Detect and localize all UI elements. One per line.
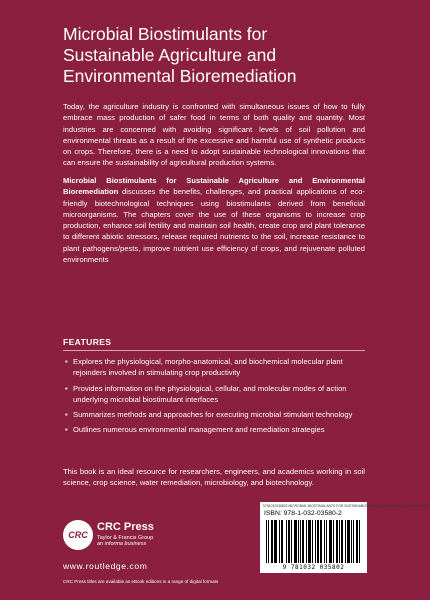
intro-paragraph: Today, the agriculture industry is confronted with simultaneous issues of how to fully embrace mass production of safer food in terms of both quality and quantity. Most industries are concerned with avoiding significant levels of soil pollution and environmental threats as a result of the excessive and harmful use of synthetic products on crops. Therefore, there is a need to adopt sustainable technological innovations that can ensure the sustainability of agricultural production systems. xyxy=(63,102,365,168)
feature-item xyxy=(63,356,365,383)
title-line-2: Sustainable Agriculture and xyxy=(63,45,277,65)
isbn-number: ISBN: 978-1-032-03580-2 xyxy=(264,510,342,517)
bullet-icon: • xyxy=(65,410,68,420)
bullet-icon: • xyxy=(65,383,68,393)
bullet-icon: • xyxy=(65,425,68,435)
crc-logo-icon: CRC xyxy=(63,520,93,550)
closing-paragraph: This book is an ideal resource for researchers, engineers, and academics working in soil science, crop science, water remediation, microbiology, and biotechnology. xyxy=(63,467,365,488)
feature-text: Summarizes methods and approaches for executing microbial stimulant technology xyxy=(73,410,353,420)
barcode-caption: 9781032035802 MICROBIAL BIOSTIMULANTS FOR SUSTAINABLE AGRI ENVIRONMENTAL REMEDIATION xyxy=(263,504,430,508)
bullet-icon: • xyxy=(65,357,68,366)
title-line-1: Microbial Biostimulants for xyxy=(63,24,268,44)
feature-item xyxy=(63,383,365,410)
feature-text: Outlines numerous environmental management and remediation strategies xyxy=(73,425,325,435)
feature-item xyxy=(63,409,365,424)
features-list xyxy=(63,356,365,440)
description-book-title: Microbial Biostimulants for Sustainable Agriculture and Environmental Bioremediation xyxy=(63,176,365,197)
publisher-tagline: an informa business xyxy=(97,541,147,547)
description-paragraph xyxy=(63,175,365,265)
publisher-logo xyxy=(63,520,203,556)
features-divider xyxy=(63,350,365,351)
description-text: discusses the benefits, challenges, and practical applications of eco-friendly biotechnological techniques using biostimulants derived from beneficial microorganisms. The chapters cover the use of these organisms to increase crop production, enhance soil fertility and maintain soil health, create crop and plant tolerance to different abiotic stressors, release required nutrients to the soil, increase resistance to plant pathogens/pests, improve nutrient use efficiency of crops, and rejuvenate polluted environments xyxy=(63,187,365,265)
barcode-icon xyxy=(266,520,361,563)
feature-item xyxy=(63,424,365,439)
book-title xyxy=(63,24,383,87)
title-line-3: Environmental Bioremediation xyxy=(63,66,297,86)
features-heading: FEATURES xyxy=(63,337,112,347)
barcode-digits: 9 781032 035802 xyxy=(282,564,345,571)
publisher-website[interactable]: www.routledge.com xyxy=(63,561,148,571)
ebook-footnote: CRC Press titles are available as eBook editions in a range of digital formats xyxy=(63,579,219,584)
publisher-group: Taylor & Francis Group xyxy=(97,535,154,541)
feature-text: Explores the physiological, morpho-anatomical, and biochemical molecular plant rejoinders involved in stimulating crop productivity xyxy=(73,357,343,378)
feature-text: Provides information on the physiological, cellular, and molecular modes of action underlying microbial biostimulant interfaces xyxy=(73,383,347,404)
barcode-panel xyxy=(260,502,430,573)
publisher-name: CRC Press xyxy=(97,521,154,533)
